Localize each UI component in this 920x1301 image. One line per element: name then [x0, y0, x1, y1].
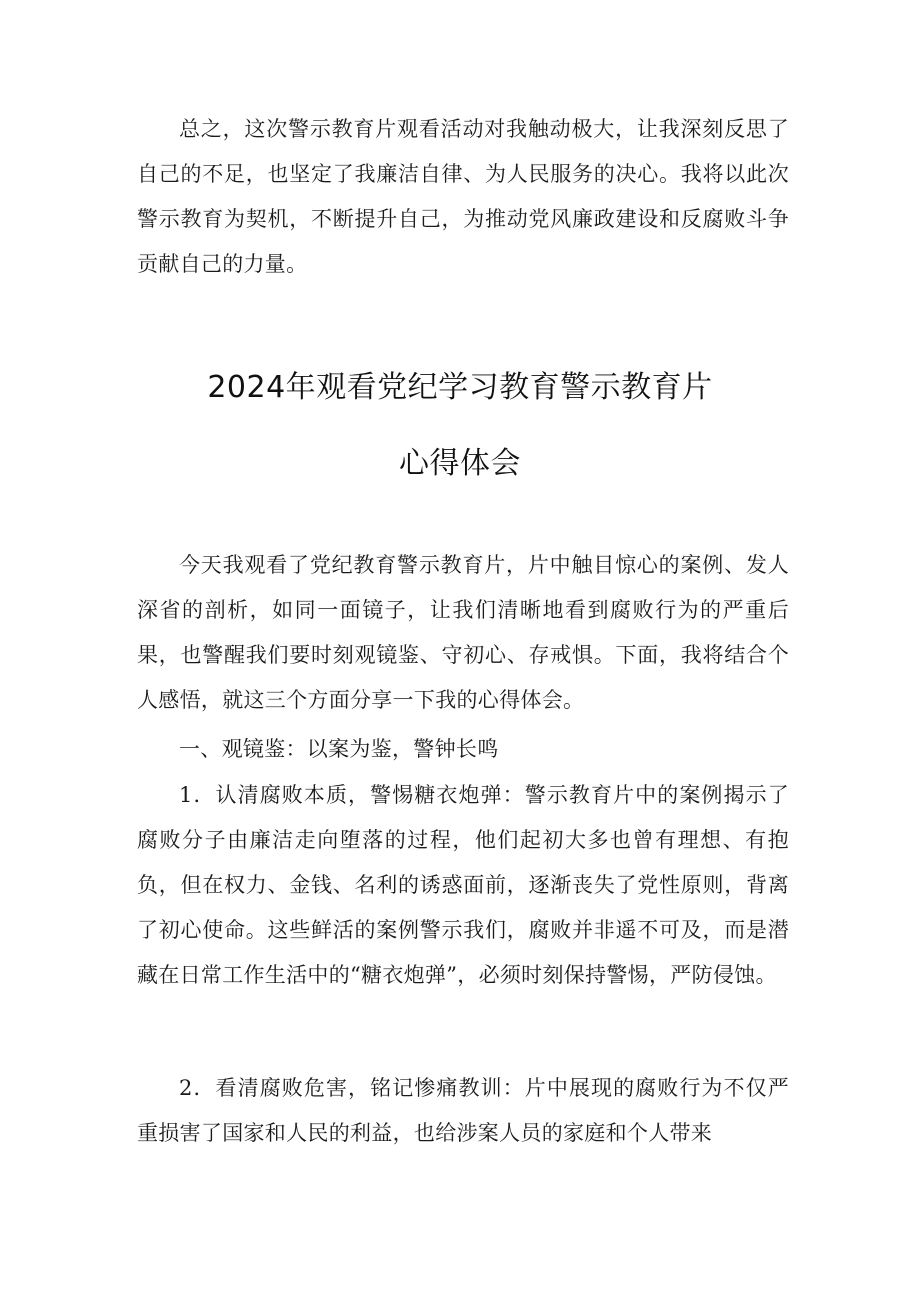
document-title-line-1: 2024年观看党纪学习教育警示教育片: [207, 370, 713, 405]
intro-paragraph: 今天我观看了党纪教育警示教育片，片中触目惊心的案例、发人深省的剖析，如同一面镜子，让我们清晰地看到腐败行为的严重后果，也警醒我们要时刻观镜鉴、守初心、存戒惧。下面，我将结合个人感悟，就这三个方面分享一下我的心得体会。: [137, 553, 789, 712]
document-title-line-2: 心得体会: [399, 446, 521, 481]
section-heading-1: 一、观镜鉴：以案为鉴，警钟长鸣: [179, 737, 499, 761]
closing-paragraph: 总之，这次警示教育片观看活动对我触动极大，让我深刻反思了自己的不足，也坚定了我廉洁自律、为人民服务的决心。我将以此次警示教育为契机，不断提升自己，为推动党风廉政建设和反腐败斗争贡献自己的力量。: [137, 117, 789, 276]
point-1-paragraph: 1．认清腐败本质，警惕糖衣炮弹：警示教育片中的案例揭示了腐败分子由廉洁走向堕落的过程，他们起初大多也曾有理想、有抱负，但在权力、金钱、名利的诱惑面前，逐渐丧失了党性原则，背离了初心使命。这些鲜活的案例警示我们，腐败并非遥不可及，而是潜藏在日常工作生活中的“糖衣炮弹”，必须时刻保持警惕，严防侵蚀。: [137, 783, 789, 987]
point-2-paragraph: 2．看清腐败危害，铭记惨痛教训：片中展现的腐败行为不仅严重损害了国家和人民的利益，也给涉案人员的家庭和个人带来: [137, 1076, 789, 1145]
